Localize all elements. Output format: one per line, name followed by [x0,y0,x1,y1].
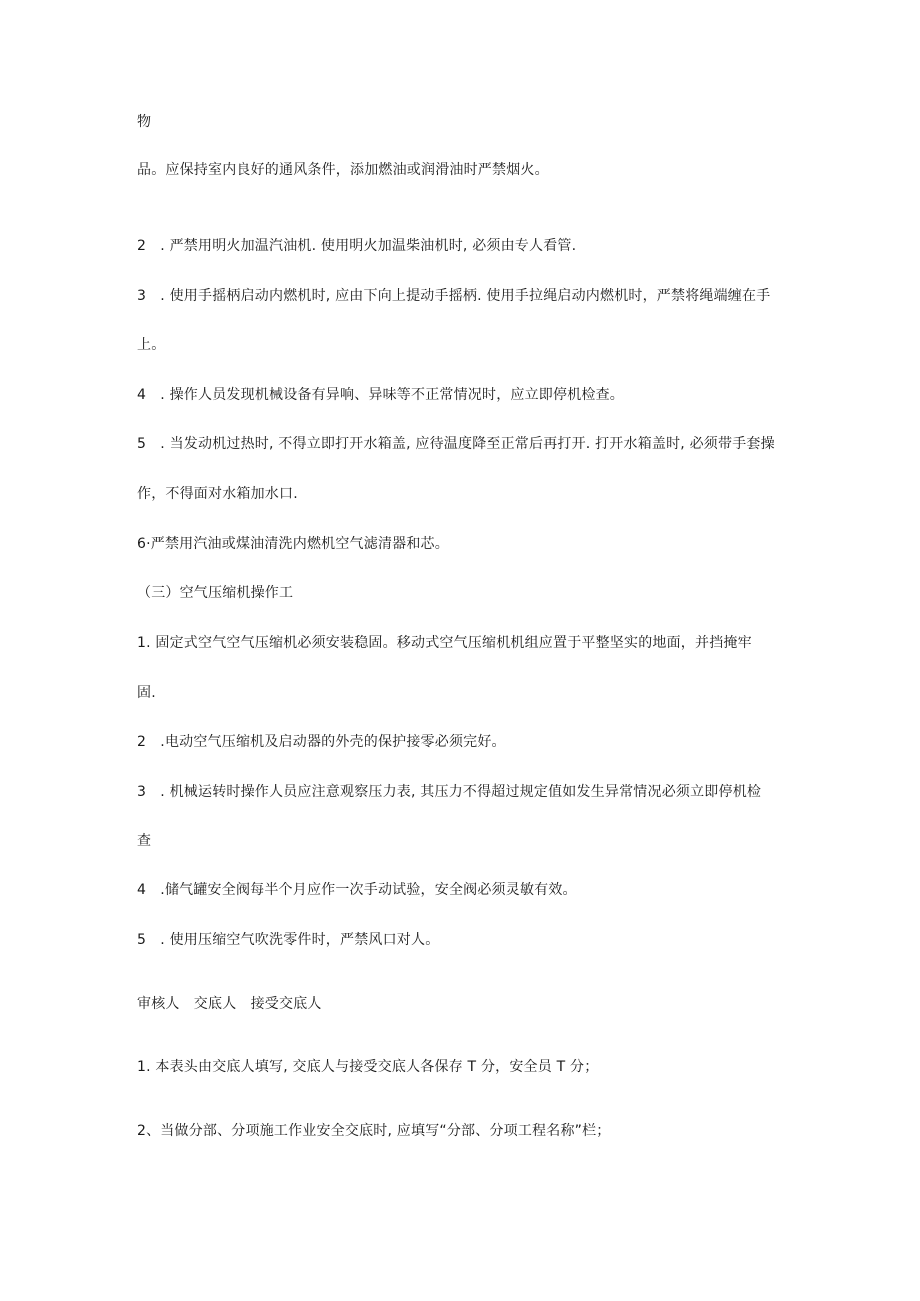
text-line-9: 6·严禁用汽油或煤油清洗内燃机空气滤清器和芯。 [137,536,449,552]
section-heading: （三）空气压缩机操作工 [137,585,294,601]
text-line-15: 查 [137,833,152,849]
note-line-1: 1. 本表头由交底人填写, 交底人与接受交底人各保存 T 分，安全员 T 分； [137,1059,599,1075]
text-line-8: 作，不得面对水箱加水口. [137,486,298,502]
text-line-11: 1. 固定式空气空气压缩机必须安装稳固。移动式空气压缩机机组应置于平整坚实的地面，并挡掩牢 [137,635,752,651]
text-line-16: 4 .储气罐安全阀每半个月应作一次手动试验，安全阀必须灵敏有效。 [137,882,577,898]
text-line-2: 品。应保持室内良好的通风条件，添加燃油或润滑油时严禁烟火。 [137,162,549,178]
signature-labels: 审核人 交底人 接受交底人 [137,996,322,1012]
text-line-4: 3 . 使用手摇柄启动内燃机时, 应由下向上提动手摇柄. 使用手拉绳启动内燃机时，严禁将绳端缠在手 [137,288,771,304]
text-line-12: 固. [137,685,156,701]
text-line-14: 3 . 机械运转时操作人员应注意观察压力表, 其压力不得超过规定值如发生异常情况必须立即停机检 [137,784,762,800]
text-line-6: 4 . 操作人员发现机械设备有异响、异味等不正常情况时，应立即停机检查。 [137,387,625,403]
text-line-13: 2 .电动空气压缩机及启动器的外壳的保护接零必须完好。 [137,734,506,750]
text-line-3: 2 . 严禁用明火加温汽油机. 使用明火加温柴油机时, 必须由专人看管. [137,238,577,254]
note-line-2: 2、当做分部、分项施工作业安全交底时, 应填写“分部、分项工程名称”栏； [137,1123,611,1139]
text-line-7: 5 . 当发动机过热时, 不得立即打开水箱盖, 应待温度降至正常后再打开. 打开水箱盖时, 必须带手套操 [137,436,775,452]
text-line-1: 物 [137,114,152,130]
text-line-17: 5 . 使用压缩空气吹洗零件时，严禁风口对人。 [137,932,440,948]
text-line-5: 上。 [137,337,166,353]
